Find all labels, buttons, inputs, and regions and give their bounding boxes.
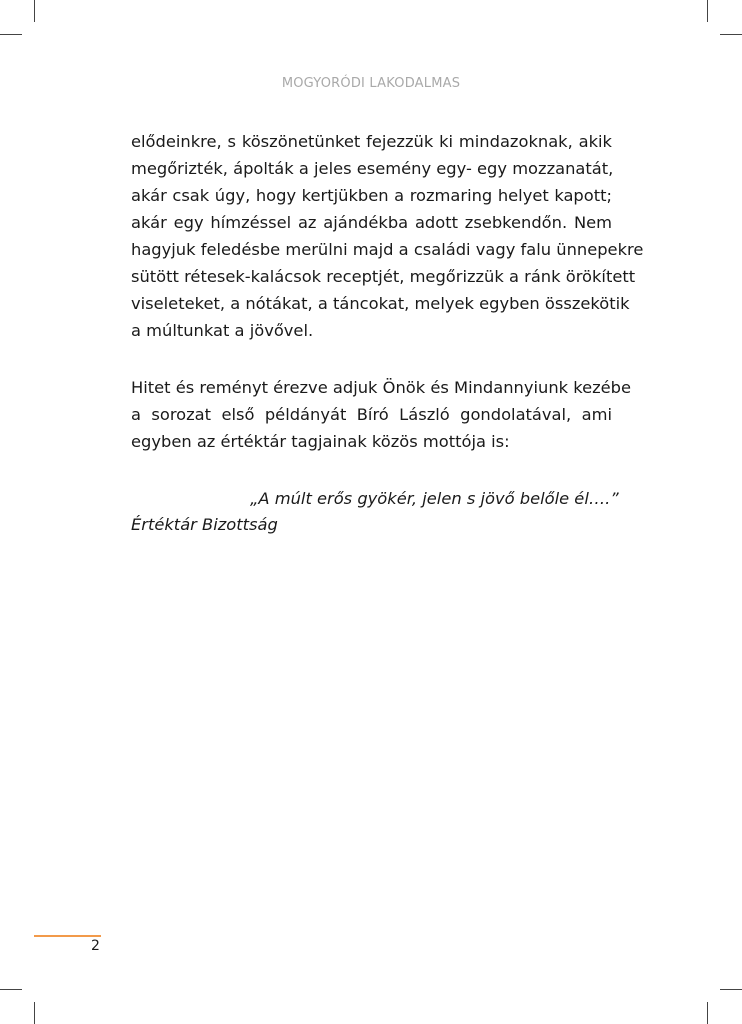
paragraph-2 (131, 374, 632, 455)
text-line: elődeinkre, s köszönetünket fejezzük ki mindazoknak, akik (131, 132, 612, 151)
text-line: akár csak úgy, hogy kertjükben a rozmaring helyet kapott; (131, 186, 612, 205)
motto-quote: „A múlt erős gyökér, jelen s jövő belőle él….” (250, 489, 619, 508)
text-line: a múltunkat a jövővel. (131, 321, 314, 340)
crop-mark (0, 989, 22, 990)
text-line: akár egy hímzéssel az ajándékba adott zsebkendőn. Nem (131, 213, 612, 232)
running-title: MOGYORÓDI LAKODALMAS (281, 76, 461, 91)
crop-mark (707, 0, 708, 22)
page-number: 2 (91, 938, 100, 954)
footer-rule (34, 935, 101, 937)
text-line: Hitet és reményt érezve adjuk Önök és Mindannyiunk kezébe (131, 378, 632, 397)
text-line: hagyjuk feledésbe merülni majd a családi vagy falu ünnepekre (131, 240, 644, 259)
text-line: viseleteket, a nótákat, a táncokat, melyek egyben összekötik (131, 294, 630, 313)
crop-mark (707, 1002, 708, 1024)
crop-mark (34, 0, 35, 22)
text-line: megőrizték, ápolták a jeles esemény egy- egy mozzanatát, (131, 159, 614, 178)
crop-mark (34, 1002, 35, 1024)
crop-mark (720, 989, 742, 990)
crop-mark (720, 34, 742, 35)
quote-attribution: Értéktár Bizottság (131, 515, 278, 534)
text-line: a sorozat első példányát Bíró László gondolatával, ami (131, 405, 612, 424)
text-line: egyben az értéktár tagjainak közös mottója is: (131, 432, 510, 451)
paragraph-1 (131, 128, 644, 344)
text-line: sütött rétesek-kalácsok receptjét, megőrizzük a ránk örökített (131, 267, 636, 286)
crop-mark (0, 34, 22, 35)
